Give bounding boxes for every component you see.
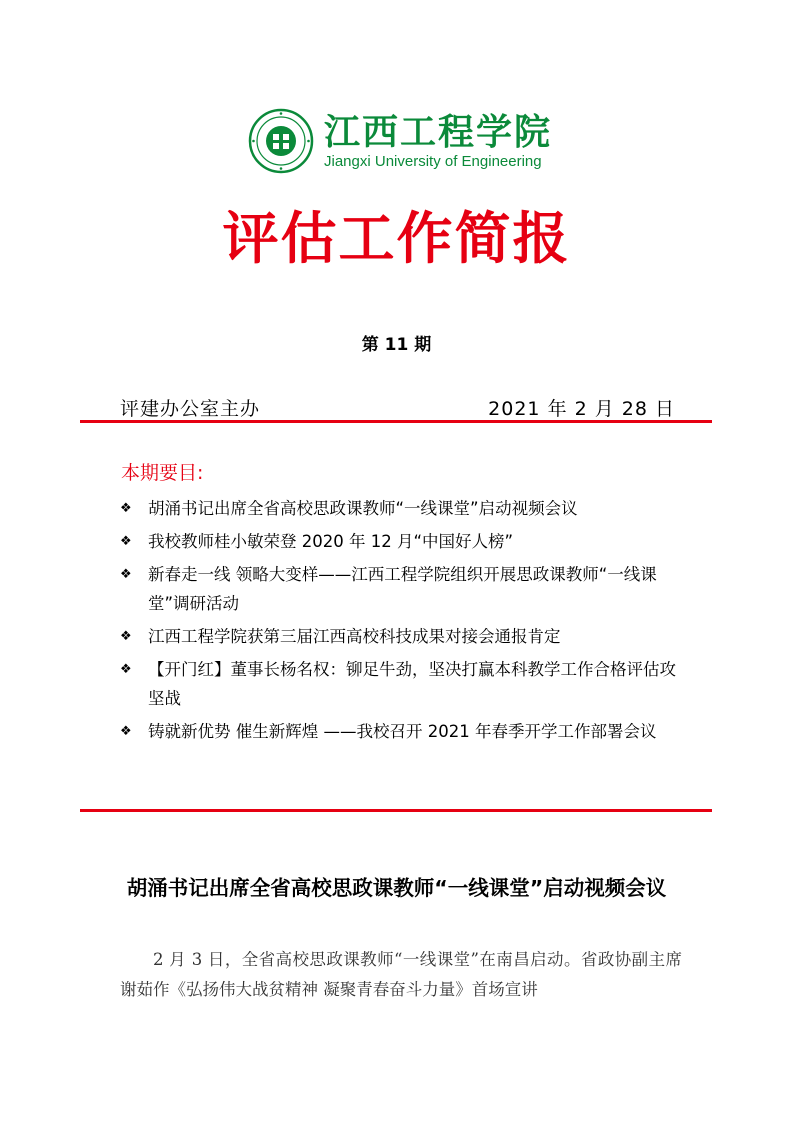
toc-item[interactable] bbox=[120, 655, 680, 713]
diamond-bullet-icon: ❖ bbox=[120, 724, 132, 739]
bulletin-title: 评估工作简报 bbox=[222, 207, 571, 272]
diamond-bullet-icon: ❖ bbox=[120, 567, 132, 582]
toc-item[interactable] bbox=[120, 560, 680, 618]
toc-item-text: 胡涌书记出席全省高校思政课教师“一线课堂”启动视频会议 bbox=[148, 499, 578, 518]
school-seal-icon bbox=[248, 108, 314, 174]
toc-item-text: 【开门红】董事长杨名权：铆足牛劲，坚决打赢本科教学工作合格评估攻坚战 bbox=[148, 660, 676, 708]
toc-item-text: 我校教师桂小敏荣登 2020 年 12 月“中国好人榜” bbox=[148, 532, 514, 551]
article-body: 2 月 3 日，全省高校思政课教师“一线课堂”在南昌启动。省政协副主席谢茹作《弘扬伟大战贫精神 凝聚青春奋斗力量》首场宣讲 bbox=[120, 950, 682, 999]
publish-date: 2021 年 2 月 28 日 bbox=[488, 398, 675, 420]
diamond-bullet-icon: ❖ bbox=[120, 534, 132, 549]
toc-item-text: 新春走一线 领略大变样——江西工程学院组织开展思政课教师“一线课堂”调研活动 bbox=[148, 565, 657, 613]
toc-item[interactable] bbox=[120, 494, 680, 523]
diamond-bullet-icon: ❖ bbox=[120, 662, 132, 677]
toc-item[interactable] bbox=[120, 622, 680, 651]
organizer-text: 评建办公室主办 bbox=[120, 398, 261, 420]
top-divider bbox=[80, 420, 712, 423]
school-logo bbox=[248, 108, 552, 174]
toc-item[interactable] bbox=[120, 717, 680, 746]
issue-number: 第 11 期 bbox=[361, 335, 432, 355]
toc-list bbox=[120, 494, 680, 750]
diamond-bullet-icon: ❖ bbox=[120, 501, 132, 516]
masthead-meta bbox=[120, 394, 675, 421]
toc-item-text: 铸就新优势 催生新辉煌 ——我校召开 2021 年春季开学工作部署会议 bbox=[148, 722, 657, 741]
diamond-bullet-icon: ❖ bbox=[120, 629, 132, 644]
toc-item-text: 江西工程学院获第三届江西高校科技成果对接会通报肯定 bbox=[148, 627, 561, 646]
toc-item[interactable] bbox=[120, 527, 680, 556]
school-name-cn: 江西工程学院 bbox=[324, 111, 553, 153]
article-title: 胡涌书记出席全省高校思政课教师“一线课堂”启动视频会议 bbox=[126, 876, 667, 900]
bottom-divider bbox=[80, 809, 712, 812]
toc-heading: 本期要目: bbox=[121, 462, 204, 484]
school-name-en: Jiangxi University of Engineering bbox=[324, 153, 542, 170]
